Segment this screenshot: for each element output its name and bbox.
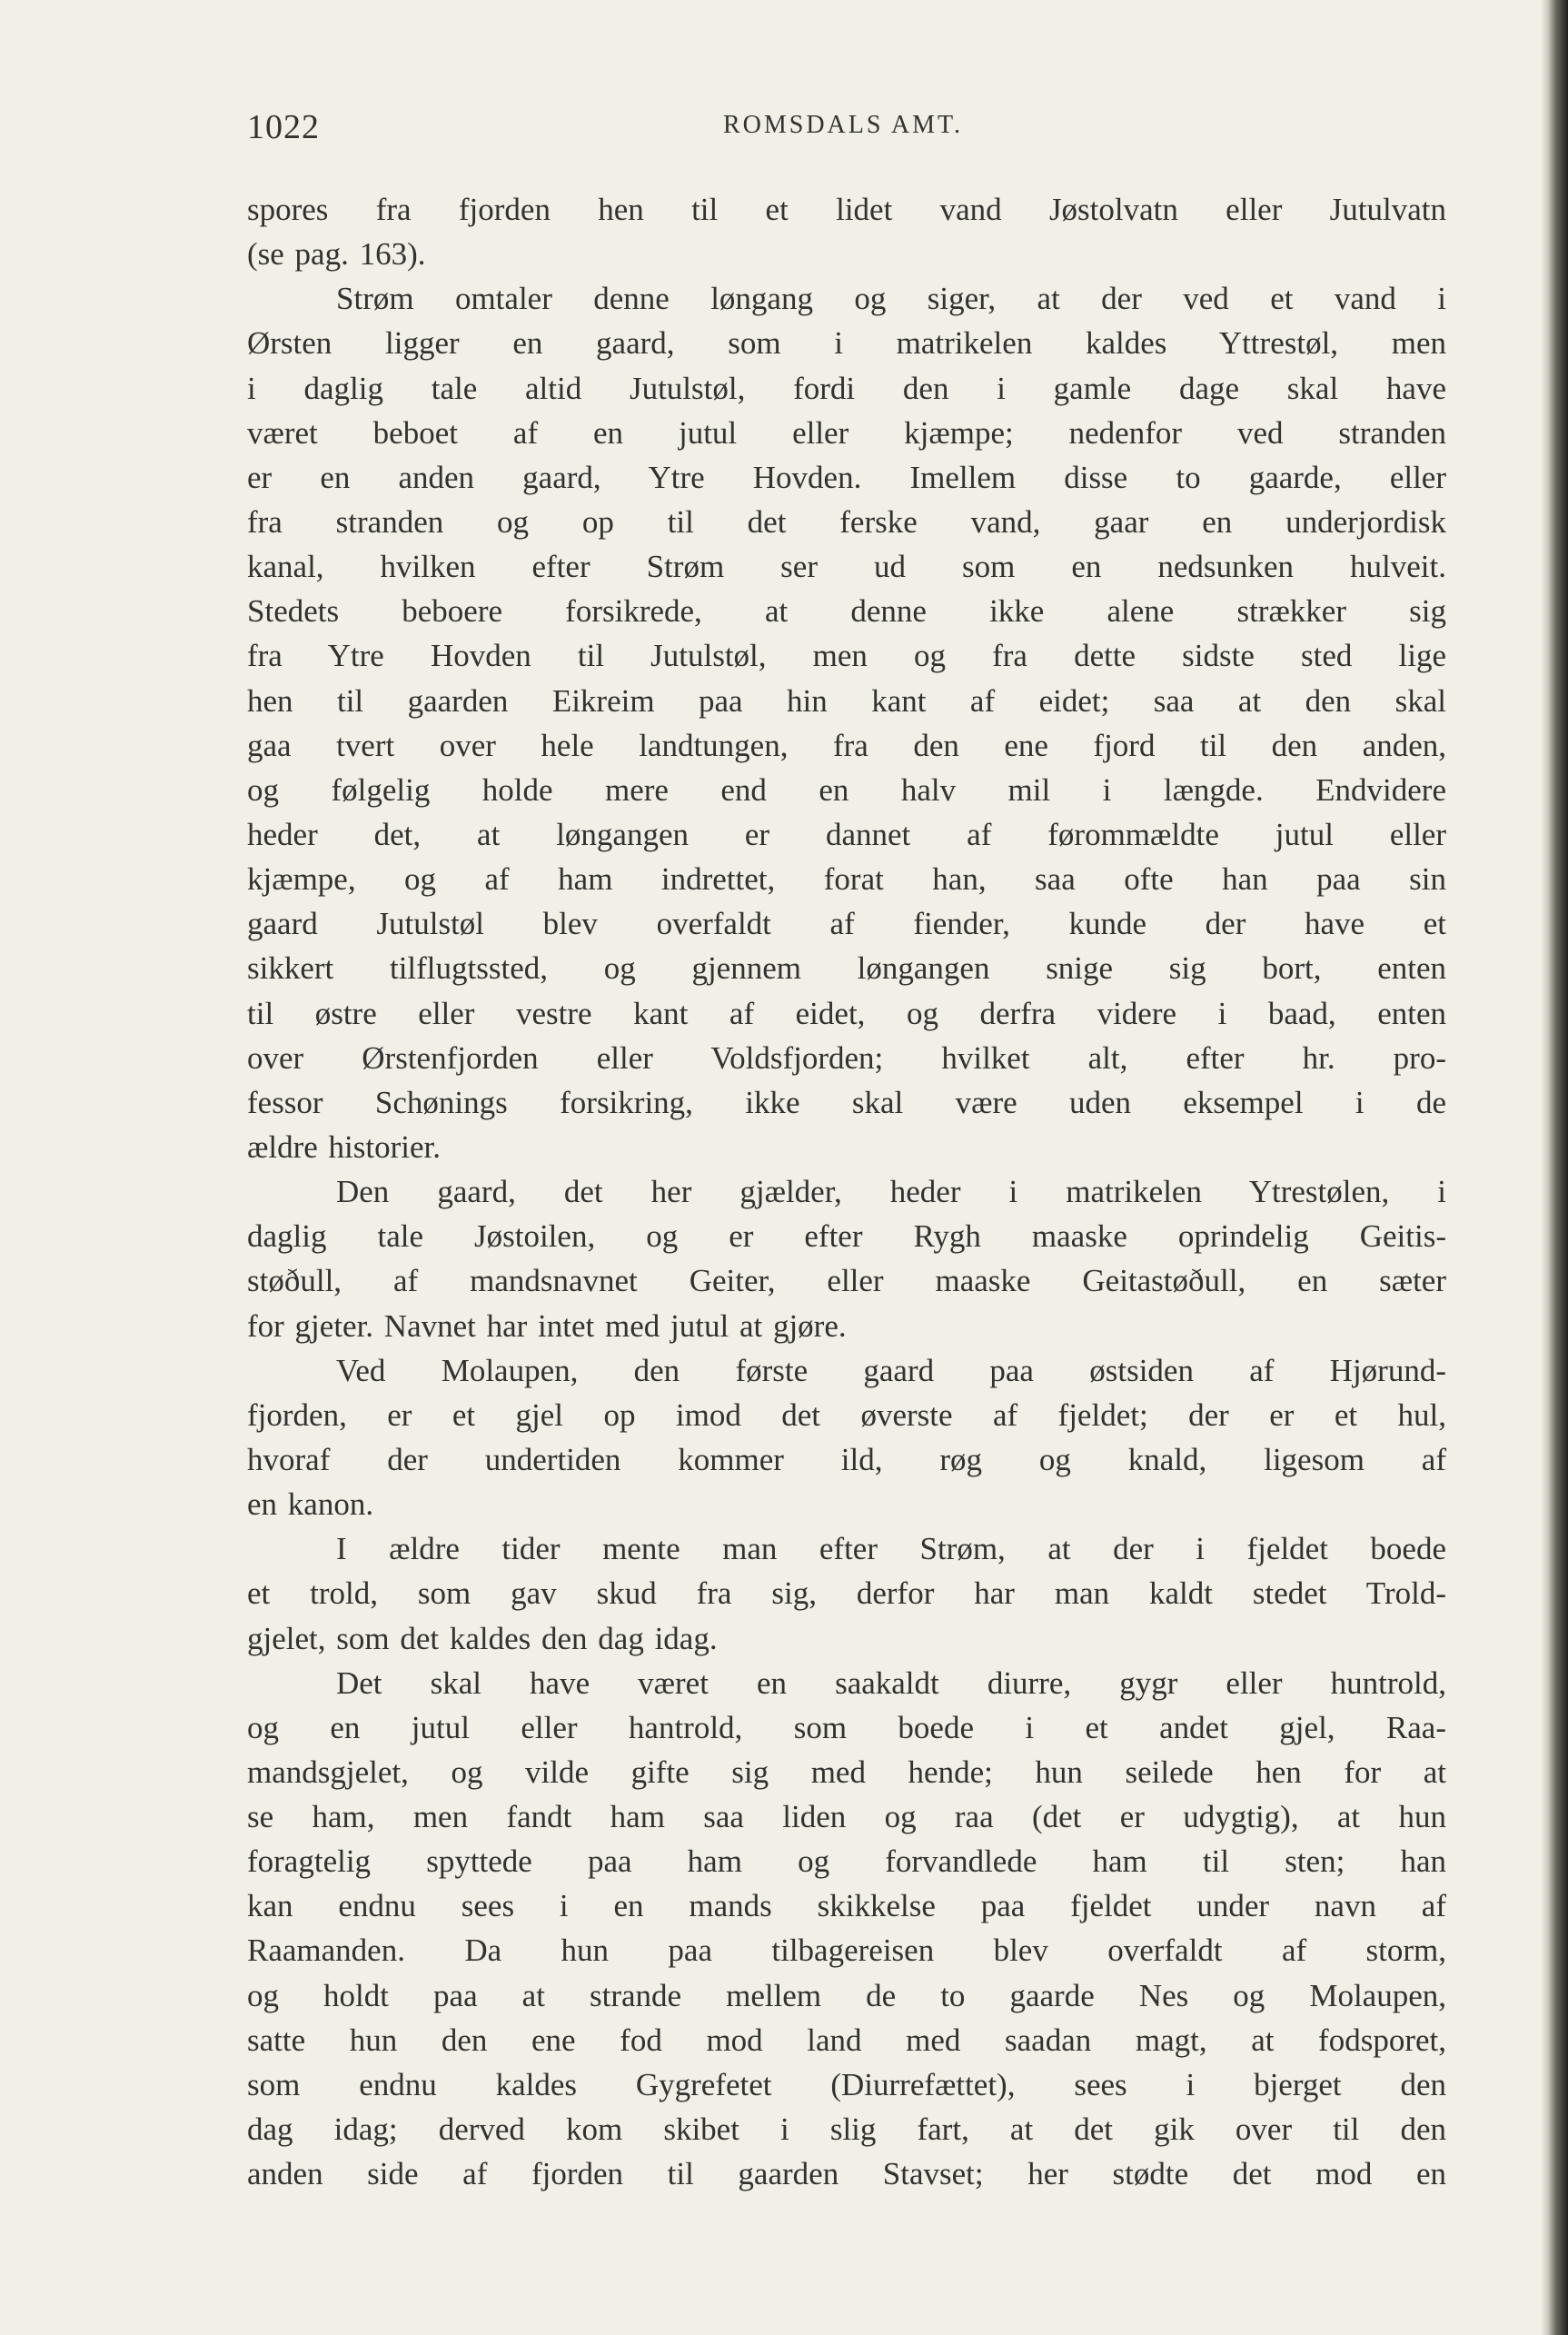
text-line: Den gaard, det her gjælder, heder i matrikelen Ytrestølen, i xyxy=(336,1174,1446,1210)
text-line: heder det, at løngangen er dannet af førommældte jutul eller xyxy=(247,816,1446,852)
text-line: over Ørstenfjorden eller Voldsfjorden; hvilket alt, efter hr. pro- xyxy=(247,1039,1446,1076)
text-line: anden side af fjorden til gaarden Stavset; her stødte det mod en xyxy=(247,2156,1446,2192)
page-number: 1022 xyxy=(247,108,320,146)
text-line: som endnu kaldes Gygrefetet (Diurrefættet), sees i bjerget den xyxy=(247,2066,1446,2102)
text-line: og holdt paa at strande mellem de to gaarde Nes og Molaupen, xyxy=(247,1977,1446,2013)
text-line: spores fra fjorden hen til et lidet vand Jøstolvatn eller Jutulvatn xyxy=(247,192,1446,227)
text-line: (se pag. 163). xyxy=(247,236,426,273)
page-header xyxy=(247,107,1439,153)
text-line: ældre historier. xyxy=(247,1128,441,1165)
page-edge-shadow xyxy=(1541,0,1568,2335)
text-line: kjæmpe, og af ham indrettet, forat han, saa ofte han paa sin xyxy=(247,861,1446,898)
text-line: et trold, som gav skud fra sig, derfor har man kaldt stedet Trold- xyxy=(247,1575,1446,1612)
text-line: Det skal have været en saakaldt diurre, gygr eller huntrold, xyxy=(336,1664,1446,1701)
text-line: fessor Schønings forsikring, ikke skal være uden eksempel i de xyxy=(247,1084,1446,1120)
text-line: Ørsten ligger en gaard, som i matrikelen kaldes Yttrestøl, men xyxy=(247,325,1446,362)
text-line: dag idag; derved kom skibet i slig fart, at det gik over til den xyxy=(247,2111,1446,2148)
text-line: hen til gaarden Eikreim paa hin kant af eidet; saa at den skal xyxy=(247,682,1446,719)
text-line: Strøm omtaler denne løngang og siger, at der ved et vand i xyxy=(336,281,1446,317)
text-line: for gjeter. Navnet har intet med jutul at gjøre. xyxy=(247,1307,847,1344)
text-line: I ældre tider mente man efter Strøm, at der i fjeldet boede xyxy=(336,1531,1446,1567)
text-line: gaa tvert over hele landtungen, fra den ene fjord til den anden, xyxy=(247,727,1446,763)
text-line: til østre eller vestre kant af eidet, og derfra videre i baad, enten xyxy=(247,995,1446,1031)
text-line: hvoraf der undertiden kommer ild, røg og knald, ligesom af xyxy=(247,1441,1446,1477)
text-line: kanal, hvilken efter Strøm ser ud som en nedsunken hulveit. xyxy=(247,549,1446,585)
text-line: Raamanden. Da hun paa tilbagereisen blev overfaldt af storm, xyxy=(247,1933,1446,1969)
text-line: Ved Molaupen, den første gaard paa østsiden af Hjørund- xyxy=(336,1352,1446,1388)
text-line: mandsgjelet, og vilde gifte sig med hende; hun seilede hen for at xyxy=(247,1754,1446,1790)
text-line: fjorden, er et gjel op imod det øverste af fjeldet; der er et hul, xyxy=(247,1396,1446,1433)
text-line: gaard Jutulstøl blev overfaldt af fiender, kunde der have et xyxy=(247,906,1446,942)
running-head: ROMSDALS AMT. xyxy=(722,111,964,139)
text-line: daglig tale Jøstoilen, og er efter Rygh maaske oprindelig Geitis- xyxy=(247,1218,1446,1255)
text-line: fra Ytre Hovden til Jutulstøl, men og fra dette sidste sted lige xyxy=(247,638,1446,674)
text-line: foragtelig spyttede paa ham og forvandlede ham til sten; han xyxy=(247,1843,1446,1880)
text-line: fra stranden og op til det ferske vand, gaar en underjordisk xyxy=(247,503,1446,540)
text-line: i daglig tale altid Jutulstøl, fordi den i gamle dage skal have xyxy=(247,370,1446,406)
text-line: gjelet, som det kaldes den dag idag. xyxy=(247,1620,718,1656)
text-line: Stedets beboere forsikrede, at denne ikke alene strækker sig xyxy=(247,593,1446,630)
text-line: se ham, men fandt ham saa liden og raa (det er udygtig), at hun xyxy=(247,1799,1446,1835)
text-line: støðull, af mandsnavnet Geiter, eller maaske Geitastøðull, en sæter xyxy=(247,1263,1446,1299)
text-line: sikkert tilflugtssted, og gjennem løngangen snige sig bort, enten xyxy=(247,950,1446,987)
text-line: og en jutul eller hantrold, som boede i et andet gjel, Raa- xyxy=(247,1709,1446,1745)
text-line: og følgelig holde mere end en halv mil i længde. Endvidere xyxy=(247,771,1446,808)
text-line: er en anden gaard, Ytre Hovden. Imellem disse to gaarde, eller xyxy=(247,459,1446,495)
text-line: kan endnu sees i en mands skikkelse paa fjeldet under navn af xyxy=(247,1888,1446,1924)
text-line: været beboet af en jutul eller kjæmpe; nedenfor ved stranden xyxy=(247,414,1446,451)
body-text xyxy=(247,187,1446,2196)
text-line: en kanon. xyxy=(247,1486,374,1523)
text-line: satte hun den ene fod mod land med saadan magt, at fodsporet, xyxy=(247,2022,1446,2058)
